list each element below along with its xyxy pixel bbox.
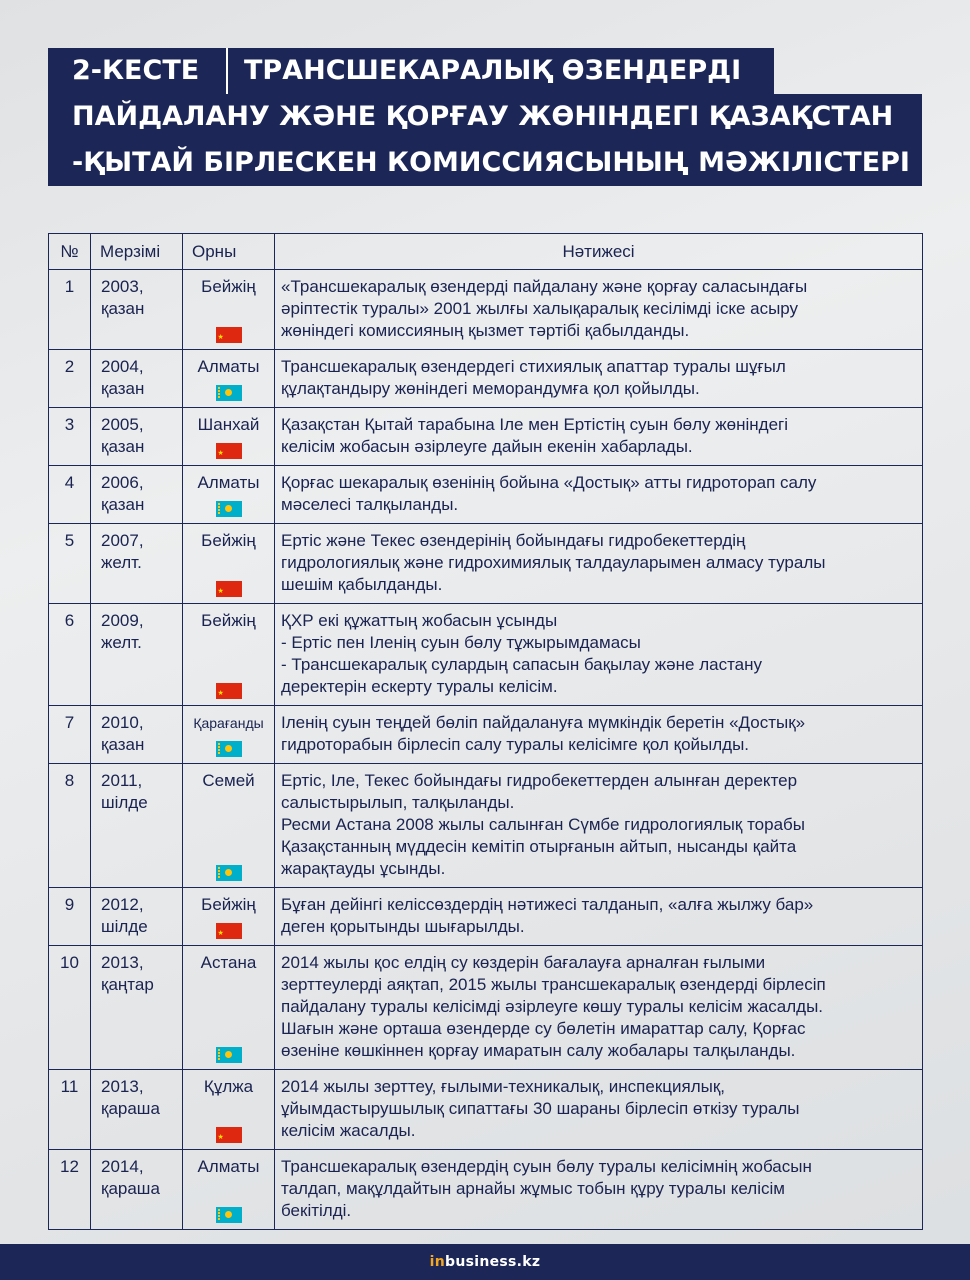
header-date: Мерзімі: [91, 234, 183, 270]
row-place-name: Бейжің: [201, 611, 256, 630]
row-date-month: желт.: [101, 633, 142, 652]
china-flag-icon: [216, 581, 242, 597]
row-result-line: салыстырылып, талқыланды.: [281, 793, 515, 812]
row-date-year: 2010,: [101, 713, 144, 732]
row-place-name: Алматы: [197, 473, 260, 492]
row-place: [183, 764, 275, 888]
row-date-year: 2004,: [101, 357, 144, 376]
row-place-name: Астана: [200, 953, 257, 972]
row-result: [275, 270, 923, 350]
row-date-month: қараша: [101, 1099, 160, 1118]
row-result-line: Қазақстанның мүддесін кемітіп отырғанын айтып, нысанды қайта: [281, 837, 797, 856]
header-place: Орны: [183, 234, 275, 270]
row-date: [91, 888, 183, 946]
row-result: [275, 524, 923, 604]
row-date-month: шілде: [101, 793, 148, 812]
table-label: 2-КЕСТЕ: [48, 48, 228, 94]
footer-bar: [0, 1244, 970, 1280]
row-place-name: Бейжің: [201, 531, 256, 550]
china-flag-icon: [216, 327, 242, 343]
china-flag-icon: [216, 683, 242, 699]
kazakhstan-flag-icon: [216, 741, 242, 757]
table-row: [49, 408, 923, 466]
china-flag-icon: [216, 923, 242, 939]
row-place: [183, 524, 275, 604]
row-result-line: талдап, мақұлдайтын арнайы жұмыс тобын құру туралы келісім: [281, 1179, 785, 1198]
row-result-line: гидрологиялық және гидрохимиялық талдауларымен алмасу туралы: [281, 553, 826, 572]
row-result-line: құлақтандыру жөніндегі меморандумға қол қойылды.: [281, 379, 700, 398]
row-date-month: қазан: [101, 299, 145, 318]
row-number: 4: [49, 466, 91, 524]
row-result: [275, 1150, 923, 1230]
row-date-month: қазан: [101, 735, 145, 754]
row-place: [183, 350, 275, 408]
table-row: [49, 1070, 923, 1150]
row-date-year: 2013,: [101, 953, 144, 972]
row-result-line: Бұған дейінгі келіссөздердің нәтижесі талданып, «алға жылжу бар»: [281, 895, 814, 914]
row-result: [275, 466, 923, 524]
row-place-name: Шанхай: [197, 415, 260, 434]
row-place: [183, 1070, 275, 1150]
row-result-line: - Трансшекаралық сулардың сапасын бақылау және ластану: [281, 655, 763, 674]
table-row: [49, 706, 923, 764]
row-result-line: Шағын және орташа өзендерде су бөлетін имараттар салу, Қорғас: [281, 1019, 806, 1038]
row-number: 12: [49, 1150, 91, 1230]
header-num: №: [49, 234, 91, 270]
row-date-month: шілде: [101, 917, 148, 936]
kazakhstan-flag-icon: [216, 1047, 242, 1063]
row-result-line: деген қорытынды шығарылды.: [281, 917, 525, 936]
row-result-line: зерттеулерді аяқтап, 2015 жылы трансшекаралық өзендерді бірлесіп: [281, 975, 826, 994]
row-result-line: Ертіс, Іле, Текес бойындағы гидробекеттерден алынған деректер: [281, 771, 798, 790]
kazakhstan-flag-icon: [216, 865, 242, 881]
row-result-line: Трансшекаралық өзендердегі стихиялық апаттар туралы шұғыл: [281, 357, 786, 376]
row-date-month: желт.: [101, 553, 142, 572]
row-date-year: 2006,: [101, 473, 144, 492]
row-date: [91, 408, 183, 466]
row-date-year: 2014,: [101, 1157, 144, 1176]
table-row: [49, 270, 923, 350]
row-result-line: 2014 жылы зерттеу, ғылыми-техникалық, инспекциялық,: [281, 1077, 725, 1096]
row-date-year: 2011,: [101, 771, 143, 790]
row-result-line: әріптестік туралы» 2001 жылғы халықаралық кесілімді іске асыру: [281, 299, 799, 318]
row-result-line: келісім жасалды.: [281, 1121, 416, 1140]
row-date: [91, 1070, 183, 1150]
row-result-line: «Трансшекаралық өзендерді пайдалану және қорғау саласындағы: [281, 277, 808, 296]
table-row: [49, 350, 923, 408]
row-place: [183, 946, 275, 1070]
row-date-year: 2012,: [101, 895, 144, 914]
row-result: [275, 764, 923, 888]
row-date-month: қаңтар: [101, 975, 154, 994]
table-row: [49, 1150, 923, 1230]
row-date: [91, 466, 183, 524]
row-place-name: Алматы: [197, 357, 260, 376]
header-result: Нәтижесі: [275, 234, 923, 270]
row-result-line: Қорғас шекаралық өзенінің бойына «Достық» атты гидроторап салу: [281, 473, 817, 492]
row-date: [91, 270, 183, 350]
table-row: [49, 604, 923, 706]
row-place: [183, 1150, 275, 1230]
table-header-row: [49, 234, 923, 270]
row-result-line: келісім жобасын әзірлеуге дайын екенін хабарлады.: [281, 437, 693, 456]
row-date: [91, 350, 183, 408]
row-result-line: жөніндегі комиссияның қызмет тәртібі қабылданды.: [281, 321, 690, 340]
table-row: [49, 764, 923, 888]
row-place-name: Алматы: [197, 1157, 260, 1176]
kazakhstan-flag-icon: [216, 1207, 242, 1223]
row-place: [183, 466, 275, 524]
row-place-name: Бейжің: [201, 895, 256, 914]
title-line-3: -ҚЫТАЙ БІРЛЕСКЕН КОМИССИЯСЫНЫҢ МӘЖІЛІСТЕРІ: [48, 140, 922, 186]
row-place-name: Құлжа: [203, 1077, 254, 1096]
row-date-month: қазан: [101, 437, 145, 456]
table-row: [49, 466, 923, 524]
row-result: [275, 604, 923, 706]
row-result-line: пайдалану туралы келісімді әзірлеуге көшу туралы келісім жасалды.: [281, 997, 824, 1016]
row-result-line: шешім қабылданды.: [281, 575, 443, 594]
row-result-line: Қазақстан Қытай тарабына Іле мен Ертістің суын бөлу жөніндегі: [281, 415, 789, 434]
row-number: 2: [49, 350, 91, 408]
row-date-year: 2013,: [101, 1077, 144, 1096]
row-place: [183, 408, 275, 466]
row-number: 1: [49, 270, 91, 350]
row-number: 11: [49, 1070, 91, 1150]
row-number: 6: [49, 604, 91, 706]
row-date-year: 2003,: [101, 277, 144, 296]
row-result-line: ұйымдастырушылық сипаттағы 30 шараны бірлесіп өткізу туралы: [281, 1099, 800, 1118]
row-date-month: қазан: [101, 495, 145, 514]
row-result-line: Трансшекаралық өзендердің суын бөлу туралы келісімнің жобасын: [281, 1157, 812, 1176]
row-result-line: Ертіс және Текес өзендерінің бойындағы гидробекеттердің: [281, 531, 746, 550]
row-result-line: деректерін ескерту туралы келісім.: [281, 677, 558, 696]
row-number: 9: [49, 888, 91, 946]
row-date-month: қазан: [101, 379, 145, 398]
row-date: [91, 946, 183, 1070]
table-row: [49, 524, 923, 604]
meetings-table: [48, 233, 923, 1230]
row-result: [275, 350, 923, 408]
row-result: [275, 888, 923, 946]
row-result-line: Ресми Астана 2008 жылы салынған Сүмбе гидрологиялық торабы: [281, 815, 805, 834]
row-date-year: 2009,: [101, 611, 144, 630]
row-place: [183, 604, 275, 706]
row-number: 10: [49, 946, 91, 1070]
kazakhstan-flag-icon: [216, 385, 242, 401]
row-number: 8: [49, 764, 91, 888]
row-date-year: 2005,: [101, 415, 144, 434]
row-place: [183, 270, 275, 350]
table-row: [49, 946, 923, 1070]
china-flag-icon: [216, 1127, 242, 1143]
brand-logo-in: in: [429, 1254, 446, 1270]
row-number: 7: [49, 706, 91, 764]
row-result-line: өзеніне көшкіннен қорғау имаратын салу жобалары талқыланды.: [281, 1041, 796, 1060]
row-date-year: 2007,: [101, 531, 144, 550]
china-flag-icon: [216, 443, 242, 459]
row-result: [275, 706, 923, 764]
title-line-1: ТРАНСШЕКАРАЛЫҚ ӨЗЕНДЕРДІ: [244, 55, 742, 86]
row-place: [183, 888, 275, 946]
brand-logo-rest: business.kz: [445, 1254, 541, 1270]
row-result-line: - Ертіс пен Іленің суын бөлу тұжырымдамасы: [281, 633, 641, 652]
row-result-line: жарақтауды ұсынды.: [281, 859, 446, 878]
table-row: [49, 888, 923, 946]
row-date: [91, 764, 183, 888]
row-result-line: Іленің суын теңдей бөліп пайдалануға мүмкіндік беретін «Достық»: [281, 713, 806, 732]
row-date-month: қараша: [101, 1179, 160, 1198]
row-result-line: ҚХР екі құжаттың жобасын ұсынды: [281, 611, 558, 630]
row-date: [91, 1150, 183, 1230]
kazakhstan-flag-icon: [216, 501, 242, 517]
title-bar-1: [48, 48, 774, 94]
row-place-name: Бейжің: [201, 277, 256, 296]
row-result-line: бекітілді.: [281, 1201, 352, 1220]
row-number: 5: [49, 524, 91, 604]
row-result: [275, 946, 923, 1070]
row-result-line: мәселесі талқыланды.: [281, 495, 459, 514]
title-line-2: ПАЙДАЛАНУ ЖӘНЕ ҚОРҒАУ ЖӨНІНДЕГІ ҚАЗАҚСТАН: [48, 94, 922, 140]
row-date: [91, 524, 183, 604]
row-result-line: гидроторабын бірлесіп салу туралы келісімге қол қойылды.: [281, 735, 750, 754]
row-number: 3: [49, 408, 91, 466]
row-result-line: 2014 жылы қос елдің су көздерін бағалауға арналған ғылыми: [281, 953, 766, 972]
row-result: [275, 1070, 923, 1150]
row-date: [91, 706, 183, 764]
row-result: [275, 408, 923, 466]
row-place: [183, 706, 275, 764]
row-place-name: Қарағанды: [193, 715, 264, 731]
row-place-name: Семей: [202, 771, 255, 790]
row-date: [91, 604, 183, 706]
